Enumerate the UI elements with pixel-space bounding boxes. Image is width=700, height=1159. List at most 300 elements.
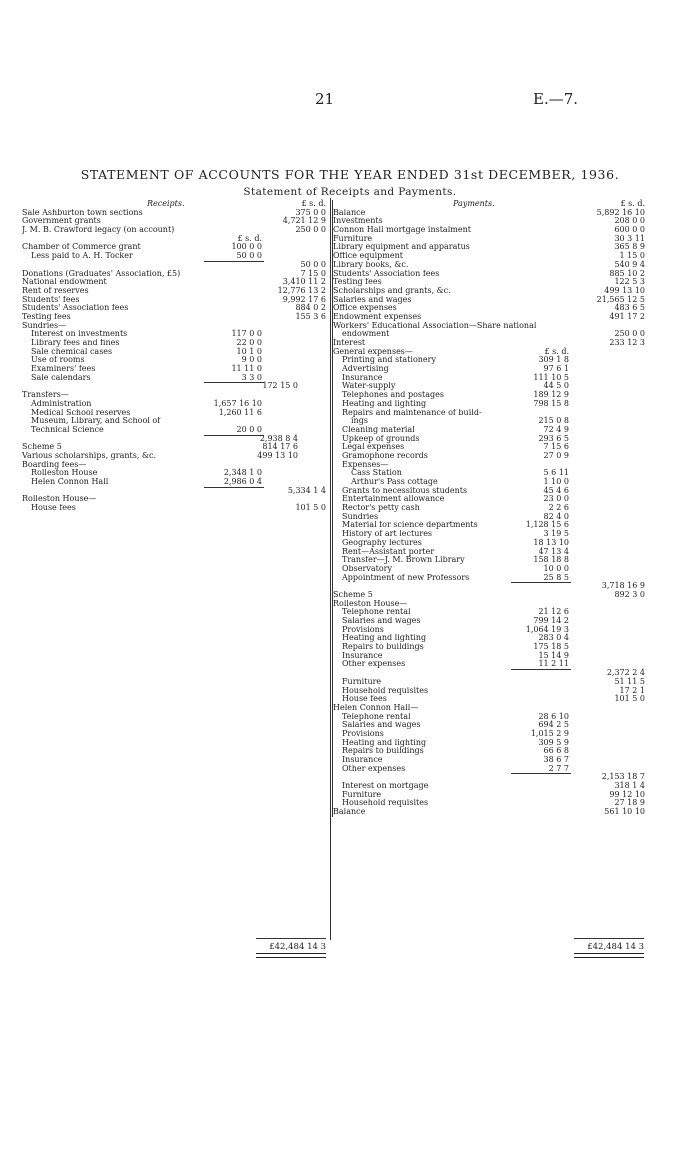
- ledger-row: [22, 356, 328, 365]
- ledger-label: Telephones and postages: [342, 391, 444, 400]
- ledger-row: [22, 322, 328, 331]
- amount-outer: 9,992 17 6: [282, 294, 326, 304]
- ledger-row: [22, 461, 328, 470]
- ledger-row: [333, 747, 645, 756]
- total-top-rule: [574, 938, 644, 939]
- ledger-label: Rent—Assistant porter: [342, 547, 435, 556]
- ledger-row: [22, 235, 328, 244]
- amount-outer: 30 3 11: [614, 233, 645, 243]
- ledger-label: Office expenses: [333, 304, 397, 313]
- ledger-label: Helen Connon Hall: [31, 478, 109, 486]
- ledger-row: [333, 669, 645, 678]
- ledger-label: Telephone rental: [342, 712, 411, 721]
- amount-inner: £ s. d.: [544, 346, 569, 356]
- ledger-row: [333, 773, 645, 782]
- ledger-label: Salaries and wages: [342, 617, 421, 625]
- ledger-row: [333, 252, 645, 261]
- ledger-label: endowment: [342, 330, 390, 339]
- ledger-row: [333, 426, 645, 435]
- ledger-label: Transfer—J. M. Brown Library: [342, 556, 465, 565]
- ledger-label: Administration: [31, 399, 92, 408]
- amount-outer: 250 0 0: [614, 329, 645, 339]
- amount-inner: £ s. d.: [237, 233, 262, 243]
- amount-outer: 27 18 9: [614, 798, 645, 808]
- ledger-label: Household requisites: [342, 686, 429, 695]
- ledger-row: [22, 217, 328, 226]
- amount-outer: 540 9 4: [614, 259, 645, 269]
- ledger-label: Cleaning material: [342, 425, 415, 434]
- amount-inner: 3 3 0: [241, 372, 262, 382]
- ledger-row: [22, 330, 328, 339]
- receipts-column: [22, 200, 328, 513]
- ledger-row: [333, 330, 645, 339]
- amount-inner: 45 4 6: [543, 485, 569, 495]
- ledger-row: [333, 713, 645, 722]
- ledger-row: [333, 461, 645, 470]
- ledger-row: [333, 495, 645, 504]
- ledger-label: Students' Association fees: [333, 269, 440, 278]
- amount-outer: 600 0 0: [614, 225, 645, 235]
- amount-inner: 10 1 0: [236, 346, 262, 356]
- ledger-row: [333, 452, 645, 461]
- ledger-label: ings: [351, 417, 368, 426]
- ledger-label: Legal expenses: [342, 443, 405, 452]
- ledger-row: [333, 808, 645, 817]
- ledger-row: [333, 400, 645, 409]
- ledger-row: [22, 478, 328, 487]
- ledger-row: [333, 313, 645, 322]
- amount-inner: 2,986 0 4: [223, 477, 262, 486]
- ledger-label: Balance: [333, 208, 366, 217]
- ledger-row: [333, 209, 645, 218]
- ledger-row: [22, 417, 328, 426]
- amount-outer: 885 10 2: [609, 268, 645, 278]
- ledger-label: Interest on mortgage: [342, 782, 429, 791]
- ledger-label: Rent of reserves: [22, 286, 89, 295]
- amount-inner: 21 12 6: [538, 607, 569, 617]
- ledger-label: J. M. B. Crawford legacy (on account): [22, 226, 175, 235]
- ledger-row: [22, 391, 328, 400]
- amount-inner: 18 13 10: [533, 537, 569, 547]
- ledger-row: [333, 617, 645, 626]
- ledger-label: Furniture: [333, 234, 373, 243]
- amount-inner: 694 2 5: [538, 720, 569, 730]
- ledger-label: Scholarships and grants, &c.: [333, 286, 451, 295]
- ledger-row: [333, 556, 645, 565]
- total-double-rule: [256, 953, 326, 958]
- ledger-row: [22, 487, 328, 496]
- amount-inner: 117 0 0: [231, 329, 262, 339]
- ledger-label: House fees: [342, 695, 387, 704]
- amount-outer: 5,892 16 10: [596, 207, 645, 217]
- ledger-label: Library equipment and apparatus: [333, 243, 470, 252]
- ledger-label: Grants to necessitous students: [342, 486, 468, 495]
- ledger-label: Furniture: [342, 677, 382, 686]
- amount-outer: 318 1 4: [614, 781, 645, 791]
- amount-outer: 3,718 16 9: [601, 581, 645, 591]
- ledger-row: [22, 495, 328, 504]
- ledger-label: Connon Hall mortgage instalment: [333, 226, 471, 235]
- amount-outer: 1 15 0: [619, 251, 645, 261]
- amount-outer: 50 0 0: [300, 259, 326, 269]
- ledger-label: Heating and lighting: [342, 738, 427, 747]
- ledger-label: Transfers—: [22, 391, 69, 400]
- ledger-row: [333, 478, 645, 487]
- ledger-label: Arthur's Pass cottage: [351, 478, 438, 486]
- ledger-label: Appointment of new Professors: [342, 573, 470, 582]
- amount-outer: 122 5 3: [614, 277, 645, 287]
- subtotal-rule: [511, 669, 571, 670]
- ledger-row: [333, 296, 645, 305]
- ledger-row: [333, 270, 645, 279]
- ledger-label: Students' Association fees: [22, 304, 129, 313]
- ledger-label: Various scholarships, grants, &c.: [22, 451, 157, 460]
- amount-inner: 309 1 8: [538, 355, 569, 365]
- amount-inner: 189 12 9: [533, 390, 569, 400]
- ledger-label: Sale chemical cases: [31, 347, 113, 356]
- amount-outer: 483 6 5: [614, 303, 645, 313]
- ledger-label: General expenses—: [333, 347, 413, 356]
- document-code: E.—7.: [533, 90, 579, 108]
- ledger-label: Rolleston House—: [22, 495, 97, 504]
- ledger-row: [333, 799, 645, 808]
- amount-outer: 5,334 1 4: [287, 485, 326, 495]
- amount-outer: 101 5 0: [614, 694, 645, 704]
- ledger-label: Heating and lighting: [342, 399, 427, 408]
- ledger-label: Sale Ashburton town sections: [22, 208, 143, 217]
- ledger-row: [333, 469, 645, 478]
- ledger-label: Observatory: [342, 564, 393, 573]
- column-heading: Payments.: [453, 200, 495, 208]
- ledger-label: Cass Station: [351, 469, 402, 478]
- ledger-row: [333, 704, 645, 713]
- ledger-row: [22, 313, 328, 322]
- amount-inner: 27 0 9: [543, 450, 569, 460]
- subtotal-rule: [204, 261, 264, 262]
- ledger-label: Insurance: [342, 651, 383, 660]
- ledger-label: Testing fees: [333, 278, 382, 287]
- subtotal-rule: [204, 487, 264, 488]
- amount-inner: 175 18 5: [533, 642, 569, 652]
- amount-inner: 1,128 15 6: [525, 520, 569, 530]
- ledger-label: Insurance: [342, 756, 383, 764]
- ledger-row: [333, 721, 645, 730]
- amount-mid: 172 15 0: [262, 381, 298, 391]
- amount-inner: 72 4 9: [543, 424, 569, 434]
- ledger-label: Other expenses: [342, 764, 406, 773]
- ledger-row: [333, 539, 645, 548]
- ledger-label: Library books, &c.: [333, 260, 409, 269]
- ledger-label: Scheme 5: [22, 443, 62, 452]
- ledger-row: [22, 261, 328, 270]
- ledger-row: [333, 565, 645, 574]
- ledger-label: Rector's petty cash: [342, 504, 420, 513]
- ledger-label: Provisions: [342, 729, 384, 738]
- amount-inner: 20 0 0: [236, 424, 262, 434]
- amount-outer: 21,565 12 5: [596, 294, 645, 304]
- ledger-row: [333, 626, 645, 635]
- statement-title: STATEMENT OF ACCOUNTS FOR THE YEAR ENDED 31st DECEMBER, 1936.: [80, 167, 620, 182]
- ledger-label: Museum, Library, and School of: [31, 417, 161, 426]
- ledger-label: Upkeep of grounds: [342, 434, 420, 443]
- amount-inner: 44 5 0: [543, 381, 569, 391]
- ledger-label: Donations (Graduates' Association, £5): [22, 269, 181, 278]
- ledger-label: Investments: [333, 217, 383, 226]
- ledger-row: [333, 608, 645, 617]
- ledger-label: Material for science departments: [342, 521, 478, 530]
- ledger-label: Less paid to A. H. Tocker: [31, 252, 133, 261]
- amount-outer: 892 3 0: [614, 589, 645, 599]
- ledger-row: [333, 382, 645, 391]
- column-heading: Receipts.: [147, 200, 185, 208]
- amount-outer: 499 13 10: [604, 285, 645, 295]
- ledger-row: [333, 687, 645, 696]
- amount-outer: 491 17 2: [609, 311, 645, 321]
- ledger-row: [333, 660, 645, 669]
- ledger-row: [22, 304, 328, 313]
- currency-header: £ s. d.: [301, 199, 326, 208]
- amount-inner: 47 13 4: [538, 546, 569, 556]
- ledger-row: [333, 235, 645, 244]
- amount-inner: 82 4 0: [543, 511, 569, 521]
- amount-mid: 814 17 6: [262, 442, 298, 452]
- amount-outer: 99 12 10: [609, 789, 645, 799]
- amount-inner: 2,348 1 0: [223, 468, 262, 478]
- amount-inner: 283 0 4: [538, 633, 569, 643]
- amount-inner: 9 0 0: [241, 355, 262, 365]
- ledger-label: Use of rooms: [31, 356, 85, 365]
- column-divider: [330, 198, 331, 940]
- amount-inner: 215 0 8: [538, 416, 569, 426]
- ledger-row: [22, 243, 328, 252]
- ledger-row: [333, 304, 645, 313]
- amount-outer: 233 12 3: [609, 338, 645, 347]
- ledger-row: [333, 695, 645, 704]
- ledger-label: Entertainment allowance: [342, 495, 445, 504]
- ledger-row: [333, 374, 645, 383]
- ledger-label: Sundries: [342, 512, 379, 521]
- ledger-label: Scheme 5: [333, 590, 373, 599]
- amount-inner: 111 10 5: [533, 372, 569, 382]
- ledger-row: [333, 278, 645, 287]
- amount-inner: 23 0 0: [543, 494, 569, 504]
- ledger-label: Salaries and wages: [342, 721, 421, 730]
- amount-inner: 2 2 6: [548, 503, 569, 513]
- ledger-row: [333, 582, 645, 591]
- amount-mid: 2,938 8 4: [259, 433, 298, 443]
- ledger-row: [333, 530, 645, 539]
- ledger-row: [333, 548, 645, 557]
- ledger-label: Endowment expenses: [333, 312, 422, 321]
- ledger-label: Water-supply: [342, 382, 396, 391]
- amount-inner: 11 11 0: [231, 364, 262, 374]
- amount-outer: 7 15 0: [300, 268, 326, 278]
- ledger-row: [333, 782, 645, 791]
- ledger-row: [22, 365, 328, 374]
- amount-outer: 3,410 11 2: [282, 277, 326, 287]
- ledger-row: [333, 521, 645, 530]
- amount-outer: 12,776 13 2: [277, 285, 326, 295]
- amount-outer: 51 11 5: [614, 676, 645, 686]
- ledger-label: Workers' Educational Association—Share national: [333, 321, 537, 330]
- ledger-label: Government grants: [22, 217, 101, 226]
- ledger-row: [333, 356, 645, 365]
- ledger-row: [333, 217, 645, 226]
- amount-inner: 11 2 11: [538, 659, 569, 669]
- ledger-row: [333, 417, 645, 426]
- ledger-label: Balance: [333, 808, 366, 817]
- total-double-rule: [574, 953, 644, 958]
- ledger-label: Interest on investments: [31, 330, 128, 339]
- ledger-row: [333, 443, 645, 452]
- subtotal-rule: [511, 582, 571, 583]
- ledger-row: [22, 226, 328, 235]
- ledger-row: [333, 652, 645, 661]
- ledger-label: Library fees and fines: [31, 339, 120, 347]
- amount-inner: 15 14 9: [538, 650, 569, 660]
- column-heading-row: [22, 200, 328, 209]
- amount-outer: 2,372 2 4: [606, 668, 645, 678]
- amount-inner: 1,064 19 3: [525, 624, 569, 634]
- ledger-label: Insurance: [342, 373, 383, 382]
- ledger-row: [22, 252, 328, 261]
- ledger-label: Other expenses: [342, 660, 406, 669]
- ledger-row: [333, 504, 645, 513]
- amount-inner: 798 15 8: [533, 398, 569, 408]
- amount-inner: 28 6 10: [538, 711, 569, 721]
- ledger-row: [333, 634, 645, 643]
- amount-inner: 309 5 9: [538, 737, 569, 747]
- ledger-label: Medical School reserves: [31, 408, 131, 417]
- total-amount: £42,484 14 3: [587, 942, 644, 952]
- amount-inner: 100 0 0: [231, 242, 262, 252]
- ledger-row: [333, 487, 645, 496]
- amount-outer: 365 8 9: [614, 242, 645, 252]
- total-amount: £42,484 14 3: [269, 942, 326, 952]
- ledger-label: Provisions: [342, 625, 384, 634]
- ledger-label: Helen Connon Hall—: [333, 703, 419, 712]
- ledger-label: Testing fees: [22, 312, 71, 321]
- ledger-row: [333, 765, 645, 774]
- amount-inner: 1,260 11 6: [218, 407, 262, 417]
- amount-outer: 4,721 12 9: [282, 216, 326, 226]
- amount-outer: 2,153 18 7: [601, 772, 645, 782]
- page-number: 21: [315, 90, 335, 108]
- amount-inner: 5 6 11: [543, 468, 569, 478]
- ledger-label: Heating and lighting: [342, 634, 427, 643]
- ledger-row: [22, 504, 328, 513]
- amount-outer: 884 0 2: [295, 303, 326, 313]
- ledger-row: [333, 322, 645, 331]
- amount-inner: 1,657 16 10: [213, 398, 262, 408]
- ledger-row: [22, 400, 328, 409]
- amount-inner: 7 15 6: [543, 442, 569, 452]
- ledger-row: [22, 452, 328, 461]
- amount-inner: 3 19 5: [543, 529, 569, 539]
- amount-inner: 799 14 2: [533, 616, 569, 625]
- ledger-row: [333, 339, 645, 348]
- ledger-row: [333, 791, 645, 800]
- amount-outer: 561 10 10: [604, 807, 645, 817]
- ledger-label: Technical Science: [31, 425, 104, 434]
- amount-mid: 499 13 10: [257, 450, 298, 460]
- ledger-label: Sundries—: [22, 321, 67, 330]
- ledger-row: [333, 391, 645, 400]
- ledger-label: Rolleston House: [31, 469, 98, 478]
- ledger-label: House fees: [31, 504, 76, 513]
- ledger-row: [333, 409, 645, 418]
- amount-outer: 155 3 6: [295, 311, 326, 321]
- amount-inner: 25 8 5: [543, 572, 569, 582]
- amount-outer: 208 0 0: [614, 216, 645, 226]
- ledger-row: [333, 730, 645, 739]
- ledger-label: History of art lectures: [342, 530, 433, 539]
- amount-inner: 2 7 7: [548, 763, 569, 773]
- amount-inner: 38 6 7: [543, 755, 569, 764]
- amount-inner: 1 10 0: [543, 477, 569, 486]
- ledger-row: [333, 243, 645, 252]
- amount-outer: 250 0 0: [295, 225, 326, 235]
- ledger-row: [333, 226, 645, 235]
- ledger-row: [22, 382, 328, 391]
- ledger-label: National endowment: [22, 278, 107, 287]
- ledger-label: Furniture: [342, 790, 382, 799]
- ledger-row: [22, 296, 328, 305]
- total-top-rule: [256, 938, 326, 939]
- ledger-row: [333, 739, 645, 748]
- ledger-row: [333, 643, 645, 652]
- amount-inner: 158 18 8: [533, 555, 569, 565]
- ledger-label: Examiners' fees: [31, 365, 96, 374]
- ledger-label: Gramophone records: [342, 451, 428, 460]
- amount-inner: 293 6 5: [538, 433, 569, 443]
- payments-column: [332, 200, 645, 817]
- ledger-row: [333, 574, 645, 583]
- ledger-label: Telephone rental: [342, 608, 411, 617]
- statement-subtitle: Statement of Receipts and Payments.: [243, 186, 457, 198]
- ledger-row: [333, 261, 645, 270]
- amount-inner: 22 0 0: [236, 338, 262, 347]
- ledger-label: Interest: [333, 339, 366, 347]
- amount-outer: 17 2 1: [619, 685, 645, 695]
- subtotal-rule: [511, 773, 571, 774]
- ledger-label: Repairs to buildings: [342, 643, 424, 652]
- ledger-row: [22, 409, 328, 418]
- ledger-label: Office equipment: [333, 252, 403, 261]
- ledger-row: [333, 756, 645, 765]
- ledger-label: Geography lectures: [342, 538, 422, 547]
- ledger-row: [333, 435, 645, 444]
- ledger-label: Boarding fees—: [22, 460, 87, 469]
- ledger-label: Expenses—: [342, 460, 389, 469]
- ledger-label: Chamber of Commerce grant: [22, 243, 141, 252]
- ledger-label: Printing and stationery: [342, 356, 437, 365]
- amount-inner: 97 6 1: [543, 364, 569, 374]
- ledger-label: Students' fees: [22, 295, 80, 304]
- currency-header: £ s. d.: [620, 199, 645, 208]
- ledger-row: [22, 339, 328, 348]
- amount-outer: 101 5 0: [295, 503, 326, 513]
- ledger-label: Sale calendars: [31, 373, 91, 382]
- amount-outer: 375 0 0: [295, 207, 326, 217]
- ledger-row: [333, 513, 645, 522]
- ledger-row: [333, 600, 645, 609]
- ledger-row: [333, 678, 645, 687]
- amount-inner: 66 6 8: [543, 746, 569, 756]
- ledger-label: Rolleston House—: [333, 599, 408, 608]
- amount-inner: 1,015 2 9: [530, 728, 569, 738]
- ledger-label: Repairs to buildings: [342, 747, 424, 756]
